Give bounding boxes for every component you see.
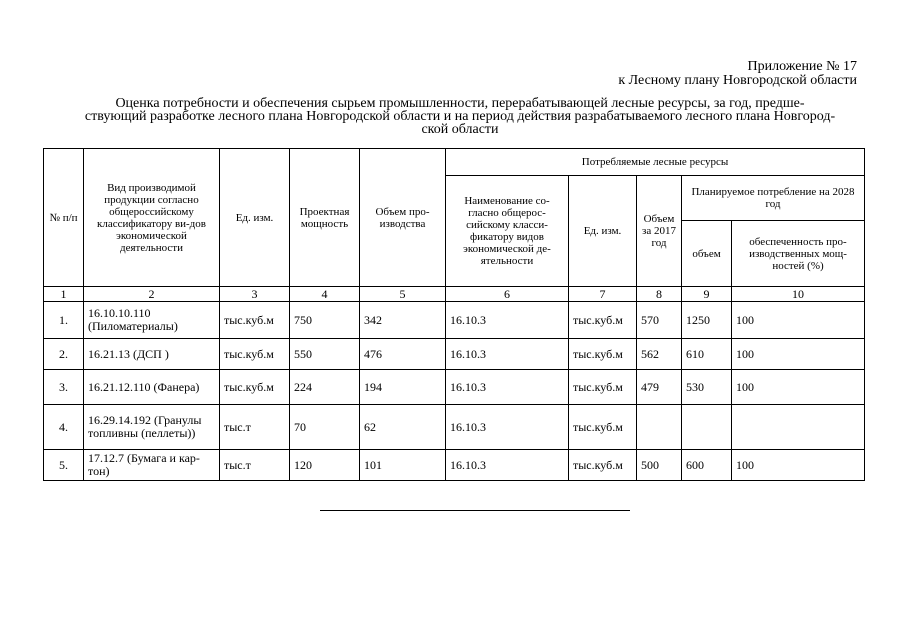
coverage-cell: 100 xyxy=(732,302,865,339)
column-number-row xyxy=(44,287,865,302)
unit-cell: тыс.т xyxy=(220,450,290,481)
coverage-cell: 100 xyxy=(732,339,865,370)
production-cell: 342 xyxy=(360,302,446,339)
volume-2017-cell: 479 xyxy=(637,370,682,405)
row-number: 1. xyxy=(44,302,84,339)
header-planned-coverage: обеспеченность про-изводственных мощ-ностей (%) xyxy=(732,221,865,287)
table-row xyxy=(44,405,865,450)
planned-volume-cell: 1250 xyxy=(682,302,732,339)
volume-2017-cell: 562 xyxy=(637,339,682,370)
column-number: 5 xyxy=(360,287,446,302)
header-consumed-resources: Потребляемые лесные ресурсы xyxy=(446,149,865,176)
closing-line xyxy=(320,510,630,511)
unit-cell: тыс.куб.м xyxy=(220,302,290,339)
resource-cell: 16.10.3 xyxy=(446,339,569,370)
row-number: 4. xyxy=(44,405,84,450)
resource-table xyxy=(43,148,865,481)
production-cell: 101 xyxy=(360,450,446,481)
header-volume-2017: Объем за 2017 год xyxy=(637,176,682,287)
unit-cell: тыс.т xyxy=(220,405,290,450)
column-number: 2 xyxy=(84,287,220,302)
resource-unit-cell: тыс.куб.м xyxy=(569,450,637,481)
product-cell: 16.10.10.110 (Пиломатериалы) xyxy=(84,302,220,339)
planned-volume-cell: 530 xyxy=(682,370,732,405)
planned-volume-cell: 610 xyxy=(682,339,732,370)
header-planned-volume: объем xyxy=(682,221,732,287)
column-number: 10 xyxy=(732,287,865,302)
table-row xyxy=(44,339,865,370)
header-product-type: Вид производимой продукции согласно общероссийскому классификатору ви-дов экономической деятельности xyxy=(84,149,220,287)
header-resource-name: Наименование со-гласно общерос-сийскому класси-фикатору видов экономической де-ятельности xyxy=(446,176,569,287)
resource-cell: 16.10.3 xyxy=(446,370,569,405)
table-row xyxy=(44,450,865,481)
resource-cell: 16.10.3 xyxy=(446,405,569,450)
header-unit: Ед. изм. xyxy=(220,149,290,287)
product-cell: 16.21.12.110 (Фанера) xyxy=(84,370,220,405)
unit-cell: тыс.куб.м xyxy=(220,370,290,405)
capacity-cell: 224 xyxy=(290,370,360,405)
column-number: 7 xyxy=(569,287,637,302)
capacity-cell: 70 xyxy=(290,405,360,450)
column-number: 4 xyxy=(290,287,360,302)
table-row xyxy=(44,302,865,339)
planned-volume-cell xyxy=(682,405,732,450)
capacity-cell: 120 xyxy=(290,450,360,481)
header-row-1 xyxy=(44,149,865,176)
unit-cell: тыс.куб.м xyxy=(220,339,290,370)
header-planned-2028: Планируемое потребление на 2028 год xyxy=(682,176,865,221)
column-number: 1 xyxy=(44,287,84,302)
title-line-2: ствующий разработке лесного плана Новгородской области и на период действия разрабатываемого лесного плана Новгород- xyxy=(84,109,836,124)
volume-2017-cell: 500 xyxy=(637,450,682,481)
column-number: 3 xyxy=(220,287,290,302)
title-line-1: Оценка потребности и обеспечения сырьем промышленности, перерабатывающей лесные ресурсы, за год, предше- xyxy=(115,96,805,111)
column-number: 6 xyxy=(446,287,569,302)
appendix-reference: к Лесному плану Новгородской области xyxy=(618,73,857,88)
coverage-cell xyxy=(732,405,865,450)
row-number: 2. xyxy=(44,339,84,370)
header-resource-unit: Ед. изм. xyxy=(569,176,637,287)
title-line-3: ской области xyxy=(421,122,499,137)
production-cell: 194 xyxy=(360,370,446,405)
resource-cell: 16.10.3 xyxy=(446,302,569,339)
row-number: 5. xyxy=(44,450,84,481)
header-production-volume: Объем про-изводства xyxy=(360,149,446,287)
coverage-cell: 100 xyxy=(732,450,865,481)
volume-2017-cell xyxy=(637,405,682,450)
document-title xyxy=(60,97,860,136)
capacity-cell: 750 xyxy=(290,302,360,339)
production-cell: 476 xyxy=(360,339,446,370)
coverage-cell: 100 xyxy=(732,370,865,405)
table-row xyxy=(44,370,865,405)
header-design-capacity: Проектная мощность xyxy=(290,149,360,287)
resource-unit-cell: тыс.куб.м xyxy=(569,339,637,370)
resource-unit-cell: тыс.куб.м xyxy=(569,370,637,405)
volume-2017-cell: 570 xyxy=(637,302,682,339)
appendix-note xyxy=(618,60,857,88)
column-number: 8 xyxy=(637,287,682,302)
resource-unit-cell: тыс.куб.м xyxy=(569,302,637,339)
product-cell: 16.29.14.192 (Гранулы топливны (пеллеты)) xyxy=(84,405,220,450)
production-cell: 62 xyxy=(360,405,446,450)
resource-cell: 16.10.3 xyxy=(446,450,569,481)
column-number: 9 xyxy=(682,287,732,302)
product-cell: 16.21.13 (ДСП ) xyxy=(84,339,220,370)
capacity-cell: 550 xyxy=(290,339,360,370)
product-cell: 17.12.7 (Бумага и кар-тон) xyxy=(84,450,220,481)
header-num: № п/п xyxy=(44,149,84,287)
row-number: 3. xyxy=(44,370,84,405)
resource-unit-cell: тыс.куб.м xyxy=(569,405,637,450)
planned-volume-cell: 600 xyxy=(682,450,732,481)
appendix-number: Приложение № 17 xyxy=(747,59,857,74)
